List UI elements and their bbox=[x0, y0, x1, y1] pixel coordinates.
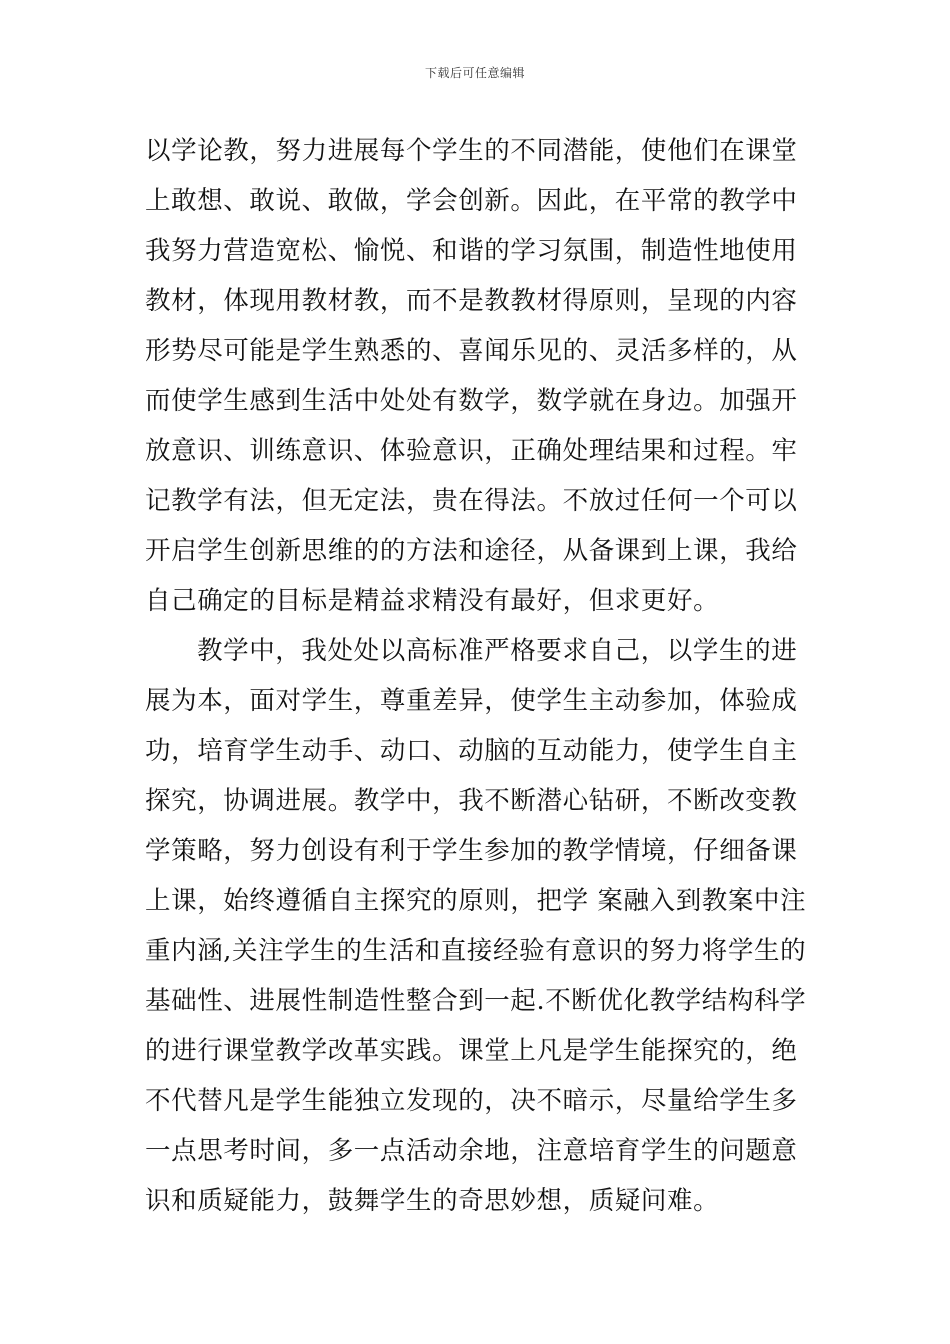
text-line: 功，培育学生动手、动口、动脑的互动能力，使学生自主 bbox=[145, 736, 798, 766]
text-line: 而使学生感到生活中处处有数学，数学就在身边。加强开 bbox=[145, 386, 798, 416]
text-line: 教材，体现用教材教，而不是教教材得原则，呈现的内容 bbox=[145, 286, 798, 316]
text-line: 上敢想、敢说、敢做，学会创新。因此，在平常的教学中 bbox=[145, 186, 798, 216]
text-line: 开启学生创新思维的的方法和途径，从备课到上课，我给 bbox=[145, 536, 798, 566]
text-line: 学策略，努力创设有利于学生参加的教学情境，仔细备课 bbox=[145, 836, 798, 866]
text-line: 展为本，面对学生，尊重差异，使学生主动参加，体验成 bbox=[145, 686, 798, 716]
text-line: 上课，始终遵循自主探究的原则，把学 案融入到教案中注 bbox=[145, 886, 807, 916]
document-body bbox=[145, 126, 810, 1226]
text-line: 探究，协调进展。教学中，我不断潜心钻研，不断改变教 bbox=[145, 786, 798, 816]
text-line: 以学论教，努力进展每个学生的不同潜能，使他们在课堂 bbox=[145, 136, 798, 166]
page-header: 下载后可任意编辑 bbox=[424, 66, 525, 80]
text-line: 放意识、训练意识、体验意识，正确处理结果和过程。牢 bbox=[145, 436, 798, 466]
text-line: 重内涵,关注学生的生活和直接经验有意识的努力将学生的 bbox=[145, 936, 807, 966]
text-line: 形势尽可能是学生熟悉的、喜闻乐见的、灵活多样的，从 bbox=[145, 336, 798, 366]
text-line: 自己确定的目标是精益求精没有最好，但求更好。 bbox=[145, 586, 720, 616]
text-line-indented: 教学中，我处处以高标准严格要求自己，以学生的进 bbox=[197, 636, 798, 666]
paragraph-2 bbox=[145, 626, 810, 1226]
text-line: 我努力营造宽松、愉悦、和谐的学习氛围，制造性地使用 bbox=[145, 236, 798, 266]
text-line: 不代替凡是学生能独立发现的，决不暗示，尽量给学生多 bbox=[145, 1086, 798, 1116]
text-line: 基础性、进展性制造性整合到一起.不断优化教学结构科学 bbox=[145, 986, 807, 1016]
text-line: 识和质疑能力，鼓舞学生的奇思妙想，质疑问难。 bbox=[145, 1186, 720, 1216]
paragraph-1 bbox=[145, 126, 810, 626]
text-line: 一点思考时间，多一点活动余地，注意培育学生的问题意 bbox=[145, 1136, 798, 1166]
text-line: 记教学有法，但无定法，贵在得法。不放过任何一个可以 bbox=[145, 486, 798, 516]
text-line: 的进行课堂教学改革实践。课堂上凡是学生能探究的，绝 bbox=[145, 1036, 798, 1066]
